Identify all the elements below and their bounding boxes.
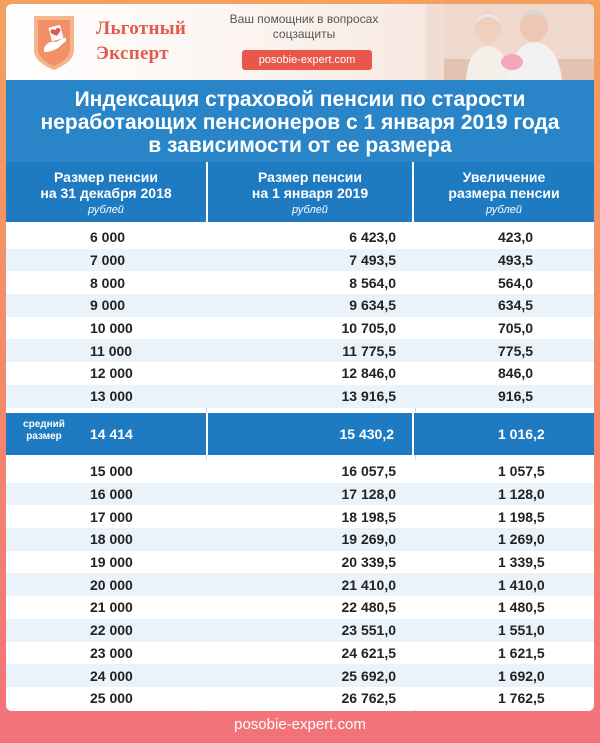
brand-name-line2: Эксперт <box>96 43 169 64</box>
cell-increase: 423,0 <box>498 229 534 246</box>
table-row <box>6 339 594 362</box>
average-value-dec: 14 414 <box>90 426 133 442</box>
cell-increase: 634,5 <box>498 297 534 314</box>
cell-increase: 1 057,5 <box>498 463 545 480</box>
col3-line2: размера пенсии <box>448 185 560 201</box>
cell-increase: 1 551,0 <box>498 622 545 639</box>
title-line3: в зависимости от ее размера <box>148 134 452 157</box>
cell-pension-jan: 10 705,0 <box>341 320 396 337</box>
cell-increase: 1 198,5 <box>498 508 545 525</box>
cell-increase: 1 410,0 <box>498 576 545 593</box>
cell-pension-jan: 22 480,5 <box>341 599 396 616</box>
table-row <box>6 226 594 249</box>
cell-pension-dec: 7 000 <box>90 252 126 269</box>
tagline <box>224 12 384 42</box>
cell-increase: 1 621,5 <box>498 644 545 661</box>
average-cell-1 <box>6 419 206 442</box>
cell-pension-dec: 11 000 <box>90 342 133 359</box>
cell-pension-dec: 13 000 <box>90 388 133 405</box>
average-row <box>6 413 594 455</box>
hand-heart-icon <box>30 12 78 72</box>
table-row <box>6 385 594 408</box>
table-body-bottom <box>6 460 594 710</box>
col3-line1: Увеличение <box>462 169 546 185</box>
table-row <box>6 573 594 596</box>
cell-pension-dec: 17 000 <box>90 508 133 525</box>
column-header-pension-dec <box>6 162 206 222</box>
cell-pension-dec: 19 000 <box>90 554 133 571</box>
brand-name-line1: Льготный <box>96 18 187 39</box>
table-row <box>6 249 594 272</box>
cell-pension-dec: 21 000 <box>90 599 133 616</box>
cell-pension-jan: 26 762,5 <box>341 690 396 707</box>
tagline-line2: соцзащиты <box>272 27 336 41</box>
average-label <box>14 419 74 443</box>
cell-pension-jan: 23 551,0 <box>341 622 396 639</box>
site-link[interactable]: posobie-expert.com <box>242 50 372 70</box>
col1-line1: Размер пенсии <box>53 169 158 185</box>
table-row <box>6 596 594 619</box>
footer-site[interactable]: posobie-expert.com <box>234 716 366 733</box>
col1-unit: рублей <box>88 204 124 216</box>
cell-pension-jan: 8 564,0 <box>349 274 396 291</box>
header <box>6 4 594 80</box>
cell-increase: 564,0 <box>498 274 534 291</box>
cell-pension-jan: 12 846,0 <box>341 365 396 382</box>
cell-pension-dec: 25 000 <box>90 690 133 707</box>
cell-pension-jan: 13 916,5 <box>341 388 396 405</box>
cell-pension-jan: 21 410,0 <box>341 576 396 593</box>
cell-increase: 1 339,5 <box>498 554 545 571</box>
table-body-top <box>6 226 594 408</box>
table-row <box>6 483 594 506</box>
cell-pension-dec: 16 000 <box>90 486 133 503</box>
cell-pension-jan: 7 493,5 <box>349 252 396 269</box>
cell-pension-dec: 24 000 <box>90 667 133 684</box>
cell-pension-jan: 25 692,0 <box>341 667 396 684</box>
cell-pension-jan: 17 128,0 <box>341 486 396 503</box>
table-row <box>6 642 594 665</box>
title-line2: неработающих пенсионеров с 1 января 2019 года <box>40 111 560 134</box>
col2-line1: Размер пенсии <box>257 169 362 185</box>
table-row <box>6 551 594 574</box>
table-row <box>6 460 594 483</box>
cell-pension-jan: 24 621,5 <box>341 644 396 661</box>
cell-pension-dec: 9 000 <box>90 297 126 314</box>
average-value-increase: 1 016,2 <box>498 426 545 442</box>
table-row <box>6 294 594 317</box>
tagline-line1: Ваш помощник в вопросах <box>229 12 379 26</box>
cell-pension-dec: 10 000 <box>90 320 133 337</box>
title-line1: Индексация страховой пенсии по старости <box>74 88 526 111</box>
table-row <box>6 362 594 385</box>
cell-increase: 846,0 <box>498 365 534 382</box>
cell-increase: 1 480,5 <box>498 599 545 616</box>
table-row <box>6 317 594 340</box>
cell-pension-dec: 15 000 <box>90 463 133 480</box>
cell-increase: 775,5 <box>498 342 534 359</box>
table-row <box>6 528 594 551</box>
table-row <box>6 271 594 294</box>
table-row <box>6 664 594 687</box>
cell-pension-jan: 19 269,0 <box>341 531 396 548</box>
average-value-jan: 15 430,2 <box>206 413 414 455</box>
page-title <box>6 80 594 162</box>
cell-pension-dec: 8 000 <box>90 274 126 291</box>
column-header-increase <box>414 162 594 222</box>
cell-pension-jan: 16 057,5 <box>341 463 396 480</box>
col1-line2: на 31 декабря 2018 <box>40 185 172 201</box>
cell-increase: 1 128,0 <box>498 486 545 503</box>
cell-pension-jan: 6 423,0 <box>349 229 396 246</box>
cell-increase: 1 269,0 <box>498 531 545 548</box>
table-row <box>6 619 594 642</box>
cell-increase: 1 692,0 <box>498 667 545 684</box>
cell-pension-dec: 12 000 <box>90 365 133 382</box>
average-label-line1: средний <box>23 419 65 430</box>
col2-line2: на 1 января 2019 <box>251 185 369 201</box>
cell-pension-dec: 6 000 <box>90 229 126 246</box>
table-row <box>6 505 594 528</box>
cell-pension-dec: 18 000 <box>90 531 133 548</box>
col3-unit: рублей <box>486 204 522 216</box>
col2-unit: рублей <box>292 204 328 216</box>
cell-increase: 705,0 <box>498 320 534 337</box>
table-row <box>6 687 594 710</box>
elderly-couple-photo <box>426 4 594 80</box>
cell-pension-dec: 22 000 <box>90 622 133 639</box>
cell-pension-dec: 20 000 <box>90 576 133 593</box>
cell-pension-jan: 20 339,5 <box>341 554 396 571</box>
cell-pension-jan: 18 198,5 <box>341 508 396 525</box>
cell-increase: 916,5 <box>498 388 534 405</box>
cell-pension-jan: 11 775,5 <box>342 342 396 359</box>
average-label-line2: размер <box>26 431 62 442</box>
cell-pension-jan: 9 634,5 <box>349 297 396 314</box>
cell-pension-dec: 23 000 <box>90 644 133 661</box>
cell-increase: 493,5 <box>498 252 534 269</box>
table-header <box>6 162 594 222</box>
column-header-pension-jan <box>206 162 414 222</box>
cell-increase: 1 762,5 <box>498 690 545 707</box>
page-frame <box>6 4 594 711</box>
